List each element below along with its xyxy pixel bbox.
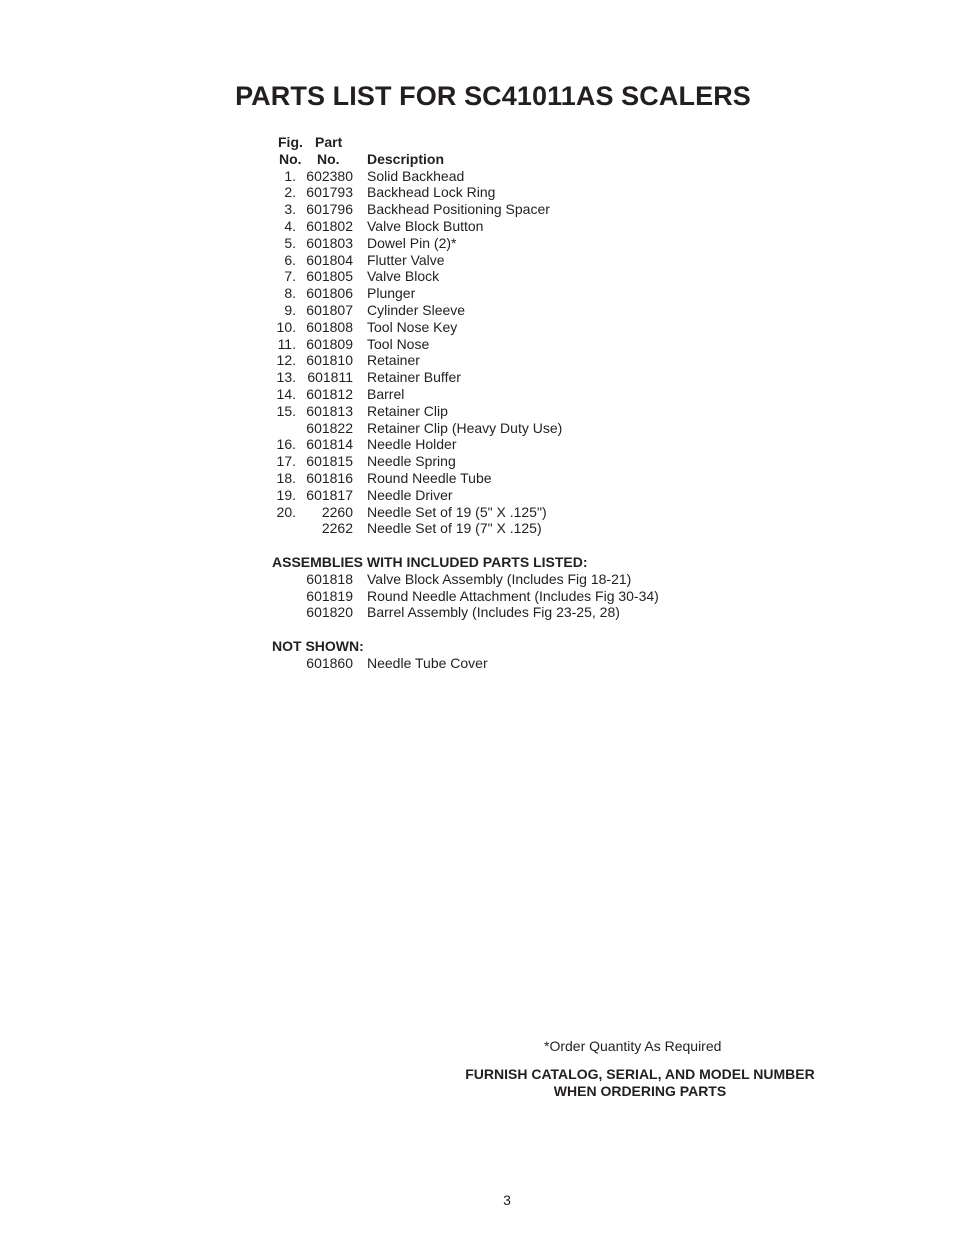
- table-row: [272, 218, 588, 235]
- fig-number: 12.: [276, 352, 296, 369]
- fig-number: 4.: [284, 217, 296, 234]
- fig-number: 9.: [284, 301, 296, 318]
- part-description: Cylinder Sleeve: [367, 301, 466, 318]
- part-number: 601811: [307, 369, 353, 386]
- table-row: [272, 453, 588, 470]
- fig-number: 1.: [284, 167, 296, 184]
- part-number: 601818: [306, 570, 353, 587]
- assemblies-heading: ASSEMBLIES WITH INCLUDED PARTS LISTED:: [272, 553, 588, 570]
- table-row: [272, 504, 588, 521]
- not-shown-rows: [272, 655, 588, 672]
- part-description: Plunger: [367, 285, 416, 302]
- part-number: 601817: [306, 486, 353, 503]
- ordering-instructions: [440, 1066, 840, 1100]
- table-row: [272, 570, 632, 588]
- parts-list: [272, 134, 659, 672]
- part-number: 601815: [306, 453, 353, 470]
- part-number: 601819: [306, 587, 353, 604]
- table-header-row-2: [272, 151, 588, 168]
- fig-number: 18.: [276, 469, 296, 486]
- fig-number: 16.: [276, 436, 296, 453]
- table-row: [272, 252, 588, 269]
- table-row: [272, 235, 588, 252]
- table-row: [272, 420, 588, 437]
- table-row: [272, 604, 620, 621]
- spacer: [272, 537, 588, 554]
- fig-header-label: Fig.: [278, 134, 303, 150]
- fig-number: 11.: [277, 335, 296, 352]
- part-description: Needle Holder: [367, 436, 457, 453]
- table-row: [272, 587, 659, 605]
- part-number: 601802: [306, 217, 353, 234]
- fig-number: 5.: [284, 234, 296, 251]
- fig-number: 15.: [276, 402, 296, 419]
- table-row: [272, 168, 588, 185]
- table-row: [272, 403, 588, 420]
- part-description: Needle Set of 19 (7" X .125): [367, 520, 542, 537]
- part-number: 601812: [306, 385, 353, 402]
- part-description: Valve Block: [367, 268, 440, 285]
- part-description: Backhead Positioning Spacer: [367, 201, 550, 218]
- part-description: Retainer Clip (Heavy Duty Use): [367, 419, 563, 436]
- part-header-label: Part: [315, 134, 343, 150]
- fig-number: 6.: [284, 251, 296, 268]
- part-number: 601820: [306, 604, 353, 621]
- part-description: Retainer Clip: [367, 402, 448, 419]
- fig-number: 2.: [284, 184, 296, 201]
- table-row: [272, 369, 588, 386]
- part-number: 601860: [306, 654, 353, 671]
- part-number: 601810: [306, 352, 353, 369]
- part-number: 601804: [306, 251, 353, 268]
- ordering-instructions-line-2: WHEN ORDERING PARTS: [553, 1083, 727, 1099]
- table-row: [272, 184, 588, 201]
- part-number: 602380: [306, 167, 353, 184]
- fig-number: 10.: [276, 318, 296, 335]
- table-row: [272, 436, 588, 453]
- part-description: Solid Backhead: [367, 167, 465, 184]
- table-row: [272, 268, 588, 285]
- part-description: Barrel: [367, 385, 405, 402]
- part-description: Backhead Lock Ring: [367, 184, 496, 201]
- fig-number: 8.: [284, 285, 296, 302]
- part-number: 601808: [306, 318, 353, 335]
- part-number: 601814: [306, 436, 353, 453]
- table-row: [272, 319, 588, 336]
- part-description: Tool Nose: [367, 335, 430, 352]
- fig-no-header: No.: [279, 150, 302, 167]
- fig-number: 17.: [276, 453, 296, 470]
- fig-number: 3.: [284, 201, 296, 218]
- part-number: 601805: [306, 268, 353, 285]
- page-title: PARTS LIST FOR SC41011AS SCALERS: [235, 81, 751, 111]
- part-description: Retainer Buffer: [367, 369, 461, 386]
- order-quantity-note: *Order Quantity As Required: [544, 1038, 722, 1054]
- table-row: [272, 386, 588, 403]
- table-row: [272, 520, 588, 537]
- description-header: Description: [367, 150, 445, 167]
- part-number: 601807: [306, 301, 353, 318]
- part-description: Needle Driver: [367, 486, 453, 503]
- table-row: [272, 470, 588, 487]
- not-shown-heading: NOT SHOWN:: [272, 637, 364, 654]
- fig-number: 19.: [276, 486, 296, 503]
- table-row: [272, 655, 588, 672]
- part-number: 601809: [306, 335, 353, 352]
- table-row: [272, 302, 588, 319]
- part-description: Round Needle Attachment (Includes Fig 30-34): [367, 587, 659, 604]
- part-description: Tool Nose Key: [367, 318, 458, 335]
- assembly-rows: [272, 570, 659, 621]
- part-description: Retainer: [367, 352, 420, 369]
- table-header-row-1: [272, 134, 588, 151]
- part-description: Dowel Pin (2)*: [367, 234, 457, 251]
- table-row: [272, 201, 588, 218]
- page-number: 3: [503, 1192, 511, 1208]
- fig-number: 20.: [276, 503, 296, 520]
- fig-number: 14.: [276, 385, 296, 402]
- part-description: Round Needle Tube: [367, 469, 492, 486]
- fig-number: 13.: [276, 369, 296, 386]
- part-description: Needle Set of 19 (5" X .125"): [367, 503, 547, 520]
- fig-number: 7.: [284, 268, 296, 285]
- table-row: [272, 336, 588, 353]
- part-number: 2260: [321, 503, 353, 520]
- part-description: Valve Block Button: [367, 217, 484, 234]
- part-number: 601813: [306, 402, 353, 419]
- part-number: 601793: [306, 184, 353, 201]
- part-rows: [272, 168, 588, 538]
- part-number: 601822: [306, 419, 353, 436]
- part-no-header: No.: [317, 150, 340, 167]
- part-description: Needle Spring: [367, 453, 456, 470]
- part-number: 601796: [306, 201, 353, 218]
- part-description: Flutter Valve: [367, 251, 445, 268]
- table-row: [272, 352, 588, 369]
- part-description: Barrel Assembly (Includes Fig 23-25, 28): [367, 604, 620, 621]
- part-number: 601803: [306, 234, 353, 251]
- part-description: Valve Block Assembly (Includes Fig 18-21): [367, 570, 632, 587]
- part-number: 2262: [321, 520, 353, 537]
- part-number: 601806: [306, 285, 353, 302]
- spacer: [272, 621, 588, 638]
- table-row: [272, 487, 588, 504]
- table-row: [272, 285, 588, 302]
- ordering-instructions-line-1: FURNISH CATALOG, SERIAL, AND MODEL NUMBER: [465, 1066, 815, 1082]
- part-description: Needle Tube Cover: [367, 654, 488, 671]
- part-number: 601816: [306, 469, 353, 486]
